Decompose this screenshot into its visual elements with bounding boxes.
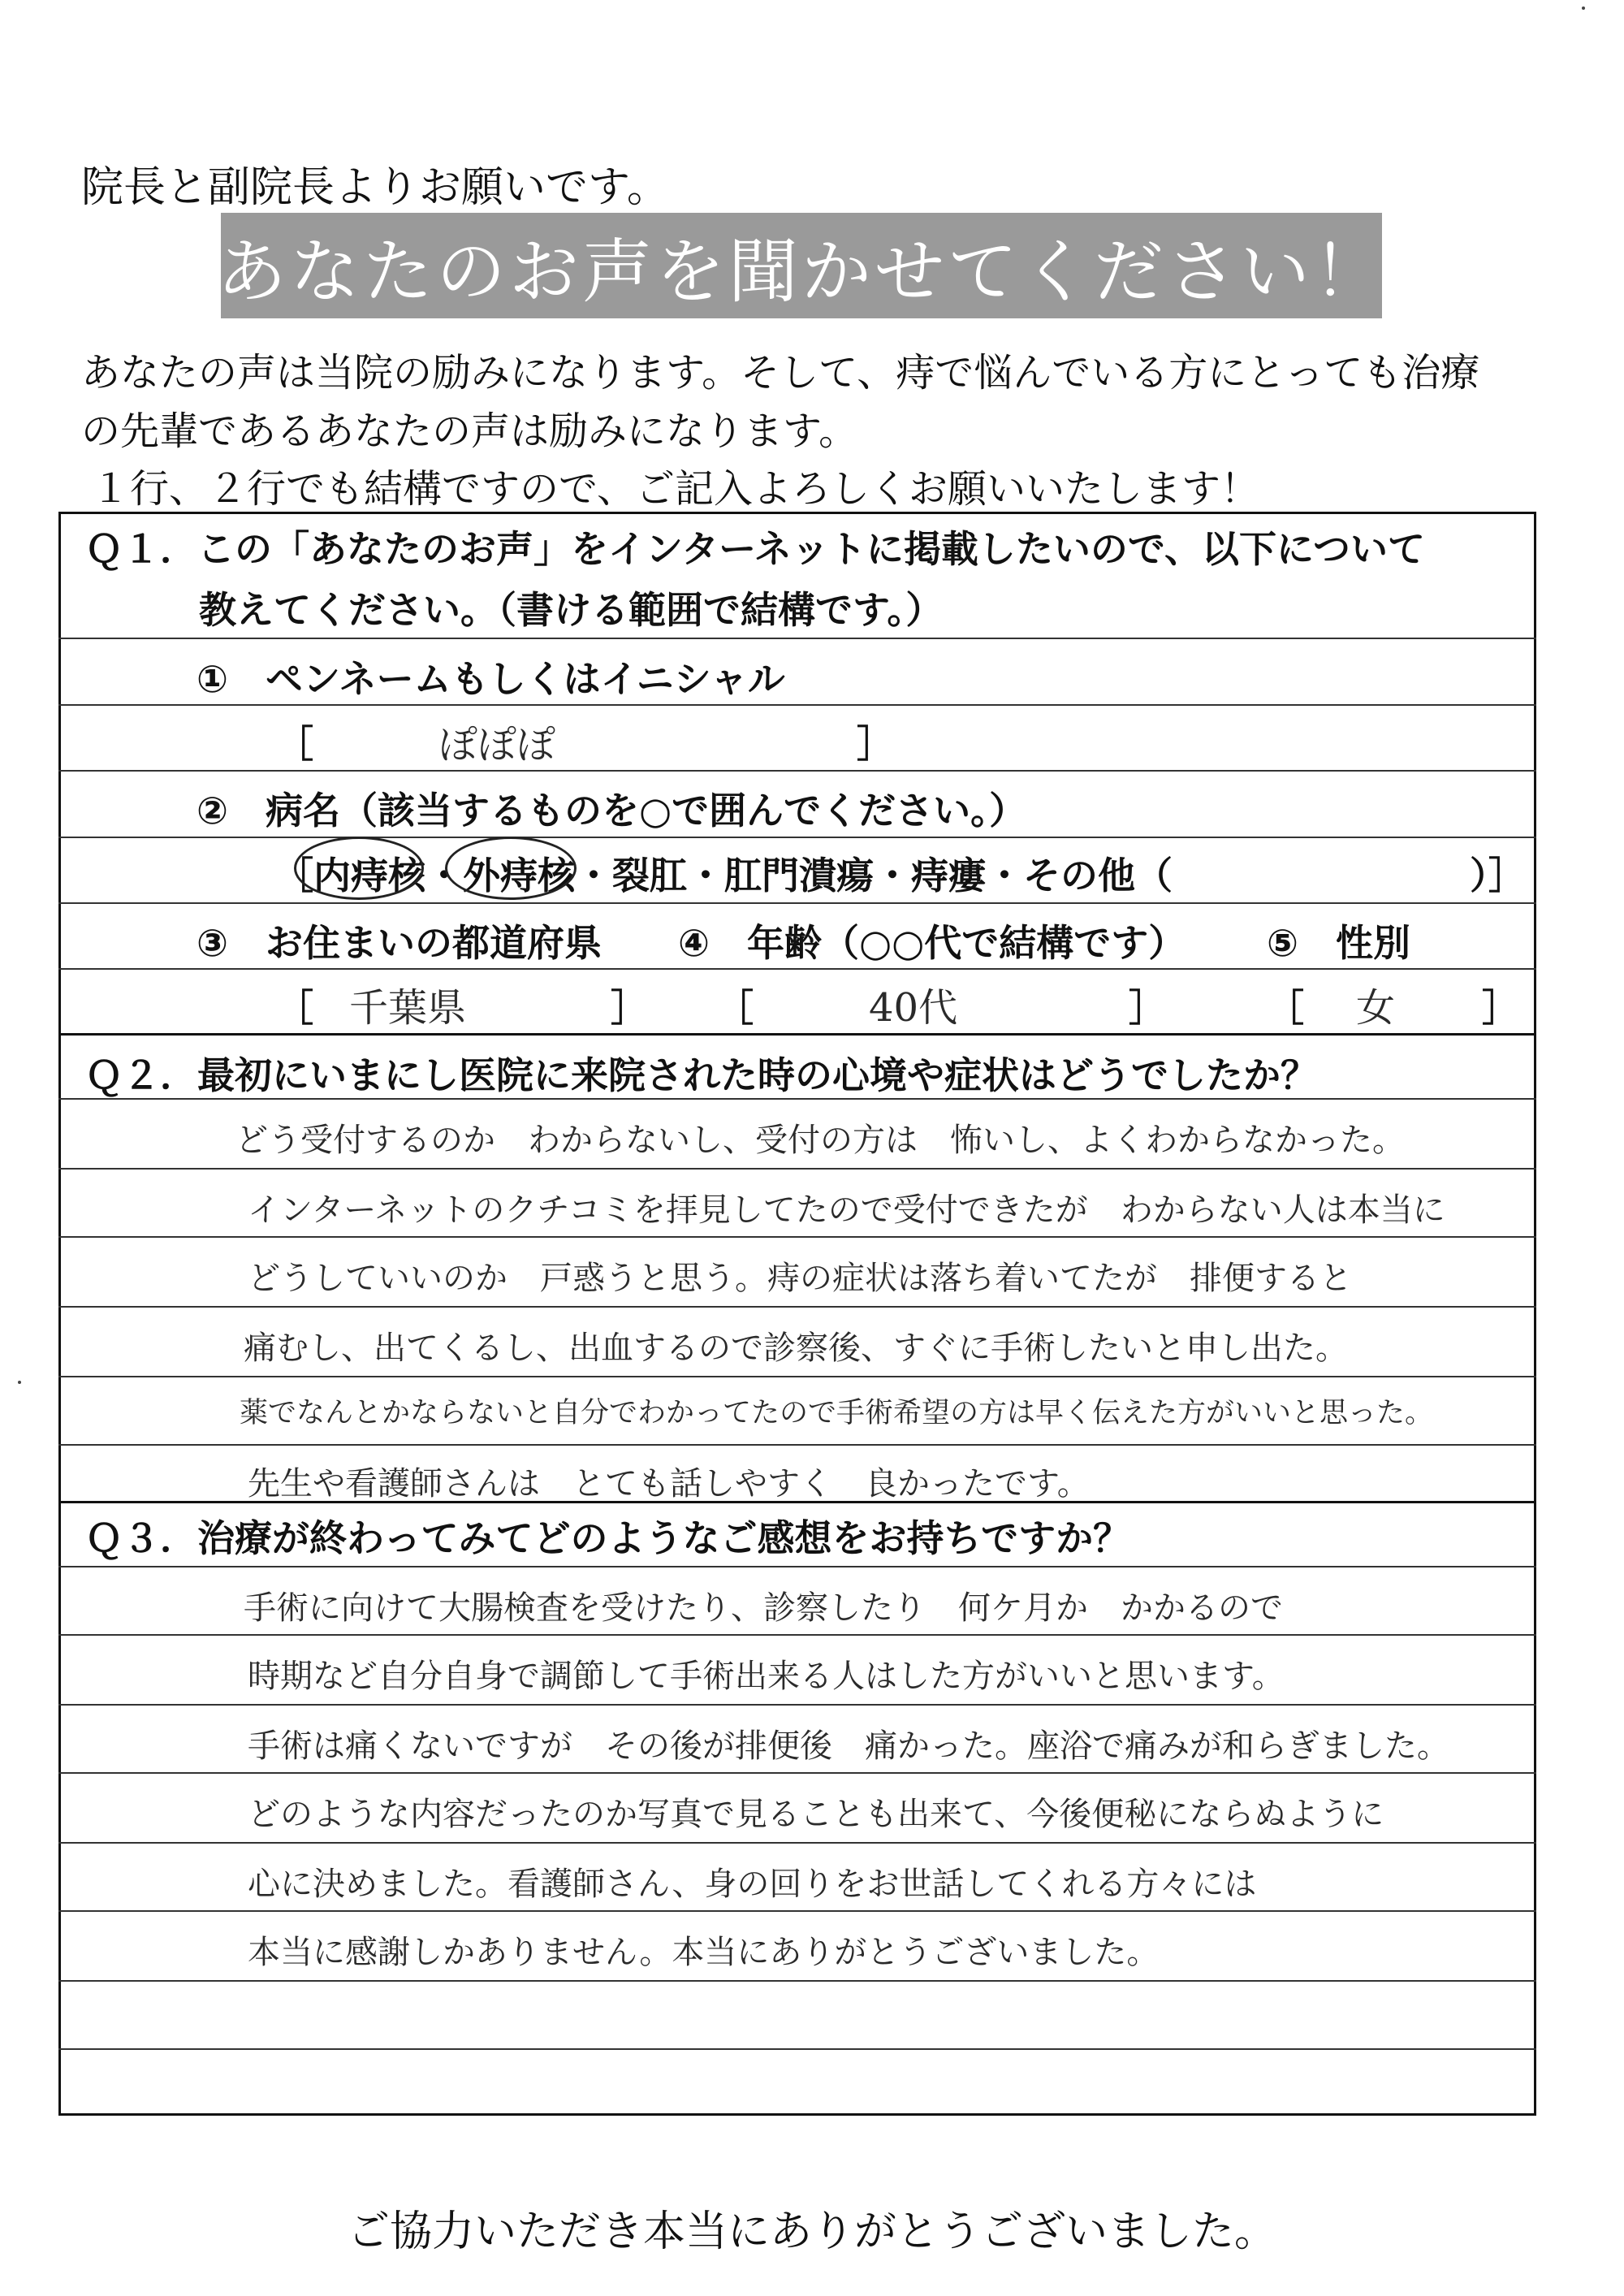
- prefecture-bracket-open: ［: [276, 986, 313, 1030]
- rule: [58, 638, 1536, 639]
- gender-answer: 女: [1356, 985, 1396, 1031]
- q2-answer-line: どうしていいのか 戸惑うと思う。痔の症状は落ち着いてたが 排便すると: [248, 1260, 1352, 1297]
- age-bracket-open: ［: [716, 986, 754, 1030]
- rule: [58, 1236, 1536, 1238]
- title-banner: [217, 213, 1386, 318]
- q1-question-line-2: 教えてください。（書ける範囲で結構です。）: [199, 588, 944, 632]
- intro-line-2: の先輩であるあなたの声は励みになります。: [81, 409, 858, 454]
- rule: [58, 837, 1536, 838]
- intro-line-1: あなたの声は当院の励みになります。そして、痔で悩んでいる方にとっても治療: [81, 350, 1480, 396]
- request-line: 院長と副院長よりお願いです。: [81, 163, 669, 212]
- prefecture-bracket-close: ］: [611, 986, 648, 1030]
- rule: [58, 1376, 1536, 1377]
- gender-bracket-open: ［: [1267, 986, 1304, 1030]
- q3-question: Ｑ３．治療が終わってみてどのようなご感想をお持ちですか？: [85, 1516, 1131, 1560]
- scan-speck: [18, 1381, 21, 1384]
- q3-answer-line: 本当に感謝しかありません。本当にありがとうございました。: [248, 1934, 1160, 1971]
- closing-thanks: ご協力いただき本当にありがとうございました。: [347, 2207, 1276, 2256]
- pen-name-answer: ぽぽぽ: [438, 722, 556, 767]
- rule: [58, 1910, 1536, 1912]
- q3-answer-line: 心に決めました。看護師さん、身の回りをお世話してくれる方々には: [248, 1866, 1257, 1903]
- diagnosis-bracket-close: ）］: [1470, 854, 1526, 897]
- diagnosis-bracket-open: ［: [276, 854, 313, 897]
- rule: [58, 2048, 1536, 2050]
- diagnosis-label: ② 病名（該当するものを○で囲んでください。）: [197, 789, 1027, 832]
- gender-label: ⑤ 性別: [1267, 921, 1410, 965]
- q2-answer-line: 薬でなんとかならないと自分でわかってたので手術希望の方は早く伝えた方がいいと思った。: [240, 1397, 1434, 1429]
- rule: [58, 1168, 1536, 1170]
- q2-answer-line: インターネットのクチコミを拝見してたので受付できたが わからない人は本当に: [248, 1191, 1445, 1229]
- q3-answer-line: 手術は痛くないですが その後が排便後 痛かった。座浴で痛みが和らぎました。: [248, 1727, 1449, 1765]
- gender-bracket-close: ］: [1482, 986, 1519, 1030]
- scan-speck: [1582, 6, 1585, 10]
- section-divider: [58, 1033, 1536, 1036]
- q3-answer-line: どのような内容だったのか写真で見ることも出来て、今後便秘にならぬように: [248, 1796, 1384, 1833]
- rule: [58, 968, 1536, 970]
- q3-answer-line: 手術に向けて大腸検査を受けたり、診察したり 何ケ月か かかるので: [244, 1589, 1283, 1627]
- option-internal-hemorrhoid: 内痔核: [313, 854, 425, 897]
- pen-name-label: ① ペンネームもしくはイニシャル: [197, 657, 785, 701]
- rule: [58, 1444, 1536, 1446]
- rule: [58, 1980, 1536, 1982]
- option-external-hemorrhoid: 外痔核: [463, 854, 575, 897]
- other-options: ・裂肛・肛門潰瘍・痔瘻・その他（: [575, 854, 1173, 897]
- rule: [58, 902, 1536, 904]
- selection-circle: [294, 837, 424, 900]
- prefecture-label: ③ お住まいの都道府県: [197, 921, 602, 965]
- prefecture-answer: 千葉県: [349, 985, 467, 1031]
- rule: [58, 1704, 1536, 1706]
- intro-line-3: １行、２行でも結構ですので、ご記入よろしくお願いいたします！: [91, 466, 1260, 512]
- q2-answer-line: どう受付するのか わからないし、受付の方は 怖いし、よくわからなかった。: [235, 1122, 1405, 1159]
- q2-answer-line: 先生や看護師さんは とても話しやすく 良かったです。: [248, 1465, 1090, 1503]
- rule: [58, 770, 1536, 772]
- option-separator: ・: [425, 854, 463, 897]
- banner-title: あなたのお声を聞かせてください！: [217, 231, 1386, 313]
- selection-circle: [445, 837, 577, 900]
- age-bracket-close: ］: [1129, 986, 1166, 1030]
- age-label: ④ 年齢（○○代で結構です）: [678, 921, 1186, 965]
- rule: [58, 1634, 1536, 1636]
- rule: [58, 1566, 1536, 1567]
- rule: [58, 1842, 1536, 1844]
- age-answer: 40代: [869, 985, 958, 1031]
- rule: [58, 1772, 1536, 1774]
- q1-question-line-1: Ｑ１．この「あなたのお声」をインターネットに掲載したいので、以下について: [85, 527, 1426, 571]
- q2-answer-line: 痛むし、出てくるし、出血するので診察後、すぐに手術したいと申し出た。: [244, 1330, 1348, 1367]
- q2-question: Ｑ２．最初にいまにし医院に来院された時の心境や症状はどうでしたか？: [85, 1053, 1318, 1097]
- rule: [58, 1306, 1536, 1308]
- rule: [58, 704, 1536, 706]
- pen-name-bracket-open: ［: [276, 722, 313, 766]
- pen-name-bracket-close: ］: [857, 722, 894, 766]
- q3-answer-line: 時期など自分自身で調節して手術出来る人はした方がいいと思います。: [248, 1658, 1285, 1695]
